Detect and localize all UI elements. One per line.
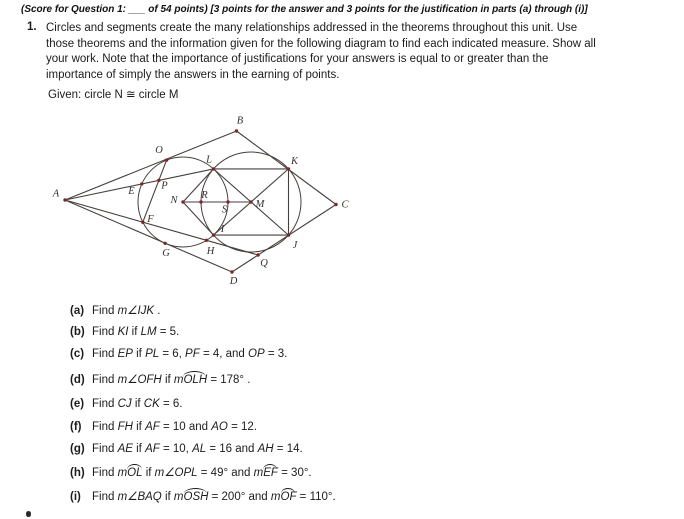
- part-text: = 5.: [156, 326, 180, 338]
- math-variable: m∠OPL: [154, 467, 198, 479]
- math-variable: AF: [145, 443, 160, 455]
- point-dot-O: [165, 158, 168, 161]
- part-row-i: [70, 489, 336, 503]
- part-label: (i): [70, 491, 81, 503]
- point-dot-Q: [256, 253, 259, 256]
- part-text: = 30°.: [277, 467, 312, 479]
- part-text: Find: [92, 467, 118, 479]
- part-text: = 4, and: [199, 348, 249, 360]
- part-row-b: [70, 326, 179, 338]
- part-text: Find: [92, 398, 118, 410]
- point-label-H: H: [206, 245, 215, 257]
- point-dot-C: [334, 203, 337, 206]
- part-text: if: [132, 348, 146, 360]
- segment-AD: [65, 200, 232, 272]
- math-variable: OP: [248, 348, 265, 360]
- part-row-c: [70, 348, 287, 360]
- part-text: = 110°.: [296, 491, 336, 503]
- part-text: = 10 and: [159, 421, 212, 433]
- part-text: = 6.: [159, 398, 183, 410]
- point-label-D: D: [229, 275, 238, 287]
- point-label-S: S: [221, 204, 228, 216]
- part-label: (a): [70, 305, 85, 317]
- part-text: if: [161, 374, 174, 386]
- segment-NI: [183, 202, 214, 235]
- point-label-R: R: [201, 189, 208, 201]
- math-variable: AO: [211, 421, 228, 433]
- part-text: Find: [92, 305, 118, 317]
- point-dot-L: [212, 167, 215, 170]
- math-variable: m∠OFH: [117, 374, 162, 386]
- math-variable: LM: [140, 326, 157, 338]
- point-dot-S: [226, 200, 229, 203]
- question-text: [46, 21, 596, 83]
- math-variable: m: [117, 467, 128, 479]
- part-text: = 200° and: [208, 491, 271, 503]
- point-dot-I: [212, 233, 215, 236]
- math-variable: AL: [192, 443, 207, 455]
- point-label-Q: Q: [260, 257, 268, 269]
- part-text: Find: [92, 421, 118, 433]
- part-text: = 6,: [159, 348, 186, 360]
- question-line-1: Circles and segments create the many relationships addressed in the theorems throughout this unit. Use: [46, 22, 578, 34]
- part-text: = 14.: [273, 443, 303, 455]
- part-text: = 12.: [227, 421, 257, 433]
- point-label-E: E: [128, 185, 135, 197]
- stray-mark: [26, 511, 31, 517]
- point-label-K: K: [290, 155, 299, 167]
- math-variable: m: [173, 374, 184, 386]
- question-line-3: your work. Note that the importance of justifications for your answers is equal to or greater than the: [46, 53, 549, 66]
- point-label-I: I: [220, 223, 225, 235]
- math-variable: m: [270, 491, 281, 503]
- part-text: if: [161, 491, 174, 503]
- math-variable: FH: [117, 421, 133, 433]
- math-variable: AE: [117, 443, 133, 455]
- point-label-B: B: [236, 115, 244, 127]
- part-row-d: [70, 372, 250, 386]
- point-dot-G: [163, 242, 166, 245]
- part-text: = 10,: [159, 443, 193, 455]
- math-variable: PF: [185, 348, 200, 360]
- point-dot-M: [249, 200, 252, 203]
- part-text: Find: [92, 491, 118, 503]
- arc-measure: OLH: [183, 374, 208, 386]
- point-label-N: N: [170, 194, 178, 206]
- part-row-e: [70, 398, 182, 410]
- point-dot-D: [230, 270, 233, 273]
- arc-measure: OF: [280, 491, 297, 503]
- math-variable: CK: [143, 398, 160, 410]
- point-label-M: M: [255, 198, 265, 210]
- part-text: = 3.: [264, 348, 288, 360]
- point-label-L: L: [206, 154, 212, 166]
- math-variable: m∠BAQ: [117, 491, 162, 503]
- part-text: Find: [92, 348, 118, 360]
- math-variable: PL: [145, 348, 160, 360]
- segment-DC: [232, 205, 336, 273]
- math-variable: KI: [117, 326, 129, 338]
- part-text: Find: [92, 326, 118, 338]
- part-text: .: [154, 305, 161, 317]
- part-text: if: [132, 443, 146, 455]
- part-text: Find: [92, 374, 118, 386]
- part-row-f: [70, 421, 257, 433]
- math-variable: AF: [145, 421, 160, 433]
- part-text: Find: [92, 443, 118, 455]
- segment-AB: [65, 131, 237, 200]
- geometry-diagram: [40, 105, 370, 295]
- arc-measure: OSH: [183, 491, 209, 503]
- part-text: = 16 and: [206, 443, 258, 455]
- part-label: (b): [70, 326, 85, 338]
- part-row-a: [70, 303, 160, 317]
- point-label-C: C: [341, 199, 349, 211]
- math-variable: m∠IJK: [117, 305, 155, 317]
- part-label: (d): [70, 374, 85, 386]
- point-dot-B: [235, 129, 238, 132]
- part-row-g: [70, 443, 303, 455]
- score-header: (Score for Question 1: ___ of 54 points) [3 points for the answer and 3 points for the justification in parts (a) through (i)]: [21, 4, 588, 15]
- part-label: (c): [70, 348, 85, 360]
- point-dot-J: [287, 233, 290, 236]
- given-statement: Given: circle N ≅ circle M: [48, 89, 179, 101]
- part-row-h: [70, 465, 312, 479]
- point-label-F: F: [147, 213, 154, 225]
- point-dot-E: [140, 182, 143, 185]
- part-text: if: [132, 421, 146, 433]
- part-label: (f): [70, 421, 82, 433]
- part-text: if: [128, 326, 141, 338]
- question-line-4: importance of simply the answers in the earning of points.: [46, 68, 340, 81]
- math-variable: EP: [117, 348, 133, 360]
- part-text: if: [131, 398, 144, 410]
- point-label-A: A: [52, 188, 60, 200]
- part-label: (g): [70, 443, 85, 455]
- point-dot-H: [205, 239, 208, 242]
- arc-measure: EF: [263, 467, 278, 479]
- point-dot-N: [181, 200, 184, 203]
- math-variable: AH: [257, 443, 274, 455]
- segment-AQ: [65, 200, 258, 255]
- point-dot-P: [157, 179, 160, 182]
- segment-BC: [237, 131, 337, 205]
- point-dot-A: [63, 198, 66, 201]
- point-dot-F: [141, 221, 144, 224]
- math-variable: m: [173, 491, 184, 503]
- part-label: (h): [70, 467, 85, 479]
- point-label-O: O: [155, 144, 163, 156]
- part-text: = 178° .: [207, 374, 251, 386]
- math-variable: m: [253, 467, 264, 479]
- point-label-P: P: [161, 180, 168, 192]
- point-label-G: G: [162, 247, 170, 259]
- part-text: if: [142, 467, 155, 479]
- point-dot-K: [287, 167, 290, 170]
- segment-AL: [65, 169, 214, 200]
- question-line-2: those theorems and the information given for the following diagram to find each indicated measure. Show all: [46, 37, 596, 50]
- point-label-J: J: [292, 239, 298, 251]
- math-variable: CJ: [117, 398, 132, 410]
- part-label: (e): [70, 398, 85, 410]
- question-number: 1.: [27, 21, 37, 33]
- arc-measure: OL: [127, 467, 143, 479]
- part-text: = 49° and: [197, 467, 254, 479]
